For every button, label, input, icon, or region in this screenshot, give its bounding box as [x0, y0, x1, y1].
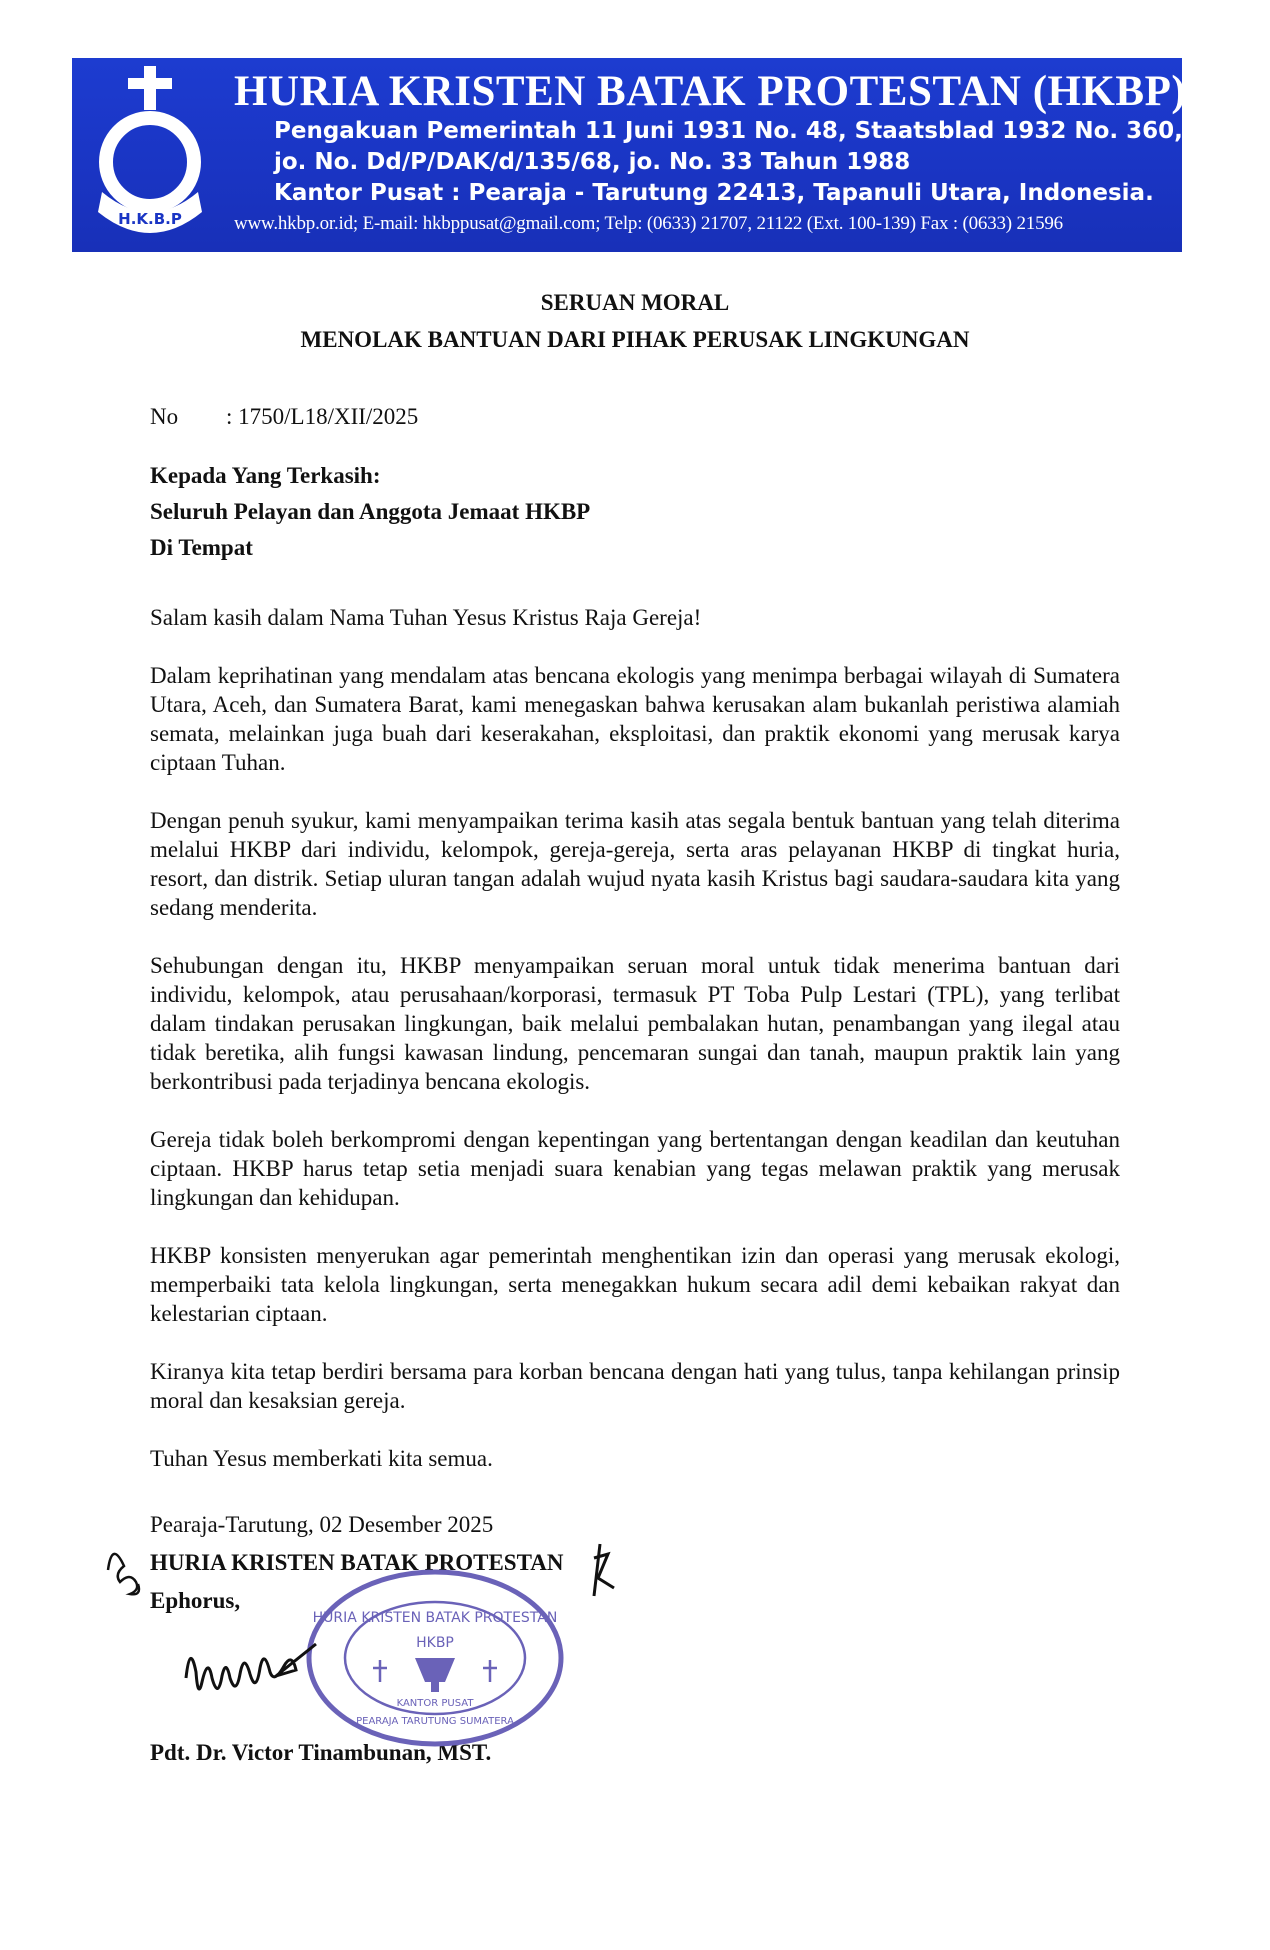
- stamp-office-text: KANTOR PUSAT: [396, 1698, 474, 1709]
- recipient-name: Seluruh Pelayan dan Anggota Jemaat HKBP: [150, 499, 591, 524]
- place-date: Pearaja-Tarutung, 02 Desember 2025: [150, 1512, 494, 1537]
- stamp-top-text: HURIA KRISTEN BATAK PROTESTAN: [312, 1610, 558, 1626]
- stamp-bottom-text: PEARAJA TARUTUNG SUMATERA: [356, 1716, 514, 1727]
- recipient-greeting: Kepada Yang Terkasih:: [150, 463, 381, 488]
- signature-space: [150, 1620, 1120, 1734]
- org-name: HURIA KRISTEN BATAK PROTESTAN (HKBP): [234, 68, 1187, 115]
- contact-line: www.hkbp.or.id; E-mail: hkbppusat@gmail.com; Telp: (0633) 21707, 21122 (Ext. 100-139) Fax : (0633) 21596: [234, 213, 1063, 234]
- initial-left-icon: [108, 1554, 139, 1594]
- paragraph-2: Dengan penuh syukur, kami menyampaikan terima kasih atas segala bentuk bantuan yang telah diterima melalui HKBP dari individu, kelompok, gereja-gereja, serta aras pelayanan HKBP di tingkat huria, resort, dan distrik. Setiap uluran tangan adalah wujud nyata kasih Kristus bagi saudara-saudara kita yang sedang menderita.: [150, 808, 1120, 920]
- logo-text: H.K.B.P: [118, 210, 182, 228]
- document-subtitle: MENOLAK BANTUAN DARI PIHAK PERUSAK LINGKUNGAN: [300, 327, 970, 352]
- paragraph-6: Kiranya kita tetap berdiri bersama para korban bencana dengan hati yang tulus, tanpa kehilangan prinsip moral dan kesaksian gereja.: [150, 1359, 1120, 1413]
- number-label: No: [150, 404, 179, 429]
- paragraph-4: Gereja tidak boleh berkompromi dengan kepentingan yang bertentangan dengan keadilan dan keutuhan ciptaan. HKBP harus tetap setia menjadi suara kenabian yang tegas melawan praktik yang merusak lingkungan dan kehidupan.: [150, 1127, 1120, 1210]
- number-value: : 1750/L18/XII/2025: [226, 404, 419, 429]
- letterhead-banner: [72, 58, 1187, 252]
- paragraph-5: HKBP konsisten menyerukan agar pemerintah menghentikan izin dan operasi yang merusak ekologi, memperbaiki tata kelola lingkungan, serta menegakkan hukum secara adil demi kebaikan rakyat dan kelestarian ciptaan.: [150, 1243, 1120, 1326]
- paragraph-3: Sehubungan dengan itu, HKBP menyampaikan seruan moral untuk tidak menerima bantuan dari individu, kelompok, atau perusahaan/korporasi, termasuk PT Toba Pulp Lestari (TPL), yang terlibat dalam tindakan perusakan lingkungan, baik melalui pembalakan hutan, penambangan yang ilegal atau tidak beretika, alih fungsi kawasan lindung, pencemaran sungai dan tanah, maupun praktik lain yang berkontribusi pada terjadinya bencana ekologis.: [150, 953, 1120, 1094]
- paragraph-greeting: Salam kasih dalam Nama Tuhan Yesus Kristus Raja Gereja!: [150, 605, 702, 630]
- letter-number: [150, 402, 1120, 431]
- paragraph-blessing: Tuhan Yesus memberkati kita semua.: [150, 1446, 493, 1471]
- letter-body: [150, 603, 1120, 1502]
- office-address: Kantor Pusat : Pearaja - Tarutung 22413, Tapanuli Utara, Indonesia.: [274, 180, 1154, 206]
- document-title: SERUAN MORAL: [540, 290, 730, 315]
- signer-name: Pdt. Dr. Victor Tinambunan, MST.: [150, 1740, 492, 1765]
- legal-line-2: jo. No. Dd/P/DAK/d/135/68, jo. No. 33 Tahun 1988: [274, 149, 911, 175]
- closing-org: HURIA KRISTEN BATAK PROTESTAN: [150, 1550, 564, 1575]
- closing-role: Ephorus,: [150, 1588, 241, 1613]
- paragraph-1: Dalam keprihatinan yang mendalam atas bencana ekologis yang menimpa berbagai wilayah di Sumatera Utara, Aceh, dan Sumatera Barat, kami menegaskan bahwa kerusakan alam bukanlah peristiwa alamiah semata, melainkan juga buah dari keserakahan, eksploitasi, dan praktik ekonomi yang merusak karya ciptaan Tuhan.: [150, 663, 1120, 775]
- recipient-place: Di Tempat: [150, 535, 253, 560]
- stamp-center-text: HKBP: [416, 1635, 454, 1651]
- closing-block: [150, 1506, 1120, 1772]
- legal-line-1: Pengakuan Pemerintah 11 Juni 1931 No. 48, Staatsblad 1932 No. 360,: [274, 118, 1183, 144]
- letterhead-text: [234, 68, 1187, 239]
- hkbp-logo-icon: [90, 64, 210, 248]
- recipient-block: [150, 458, 1120, 566]
